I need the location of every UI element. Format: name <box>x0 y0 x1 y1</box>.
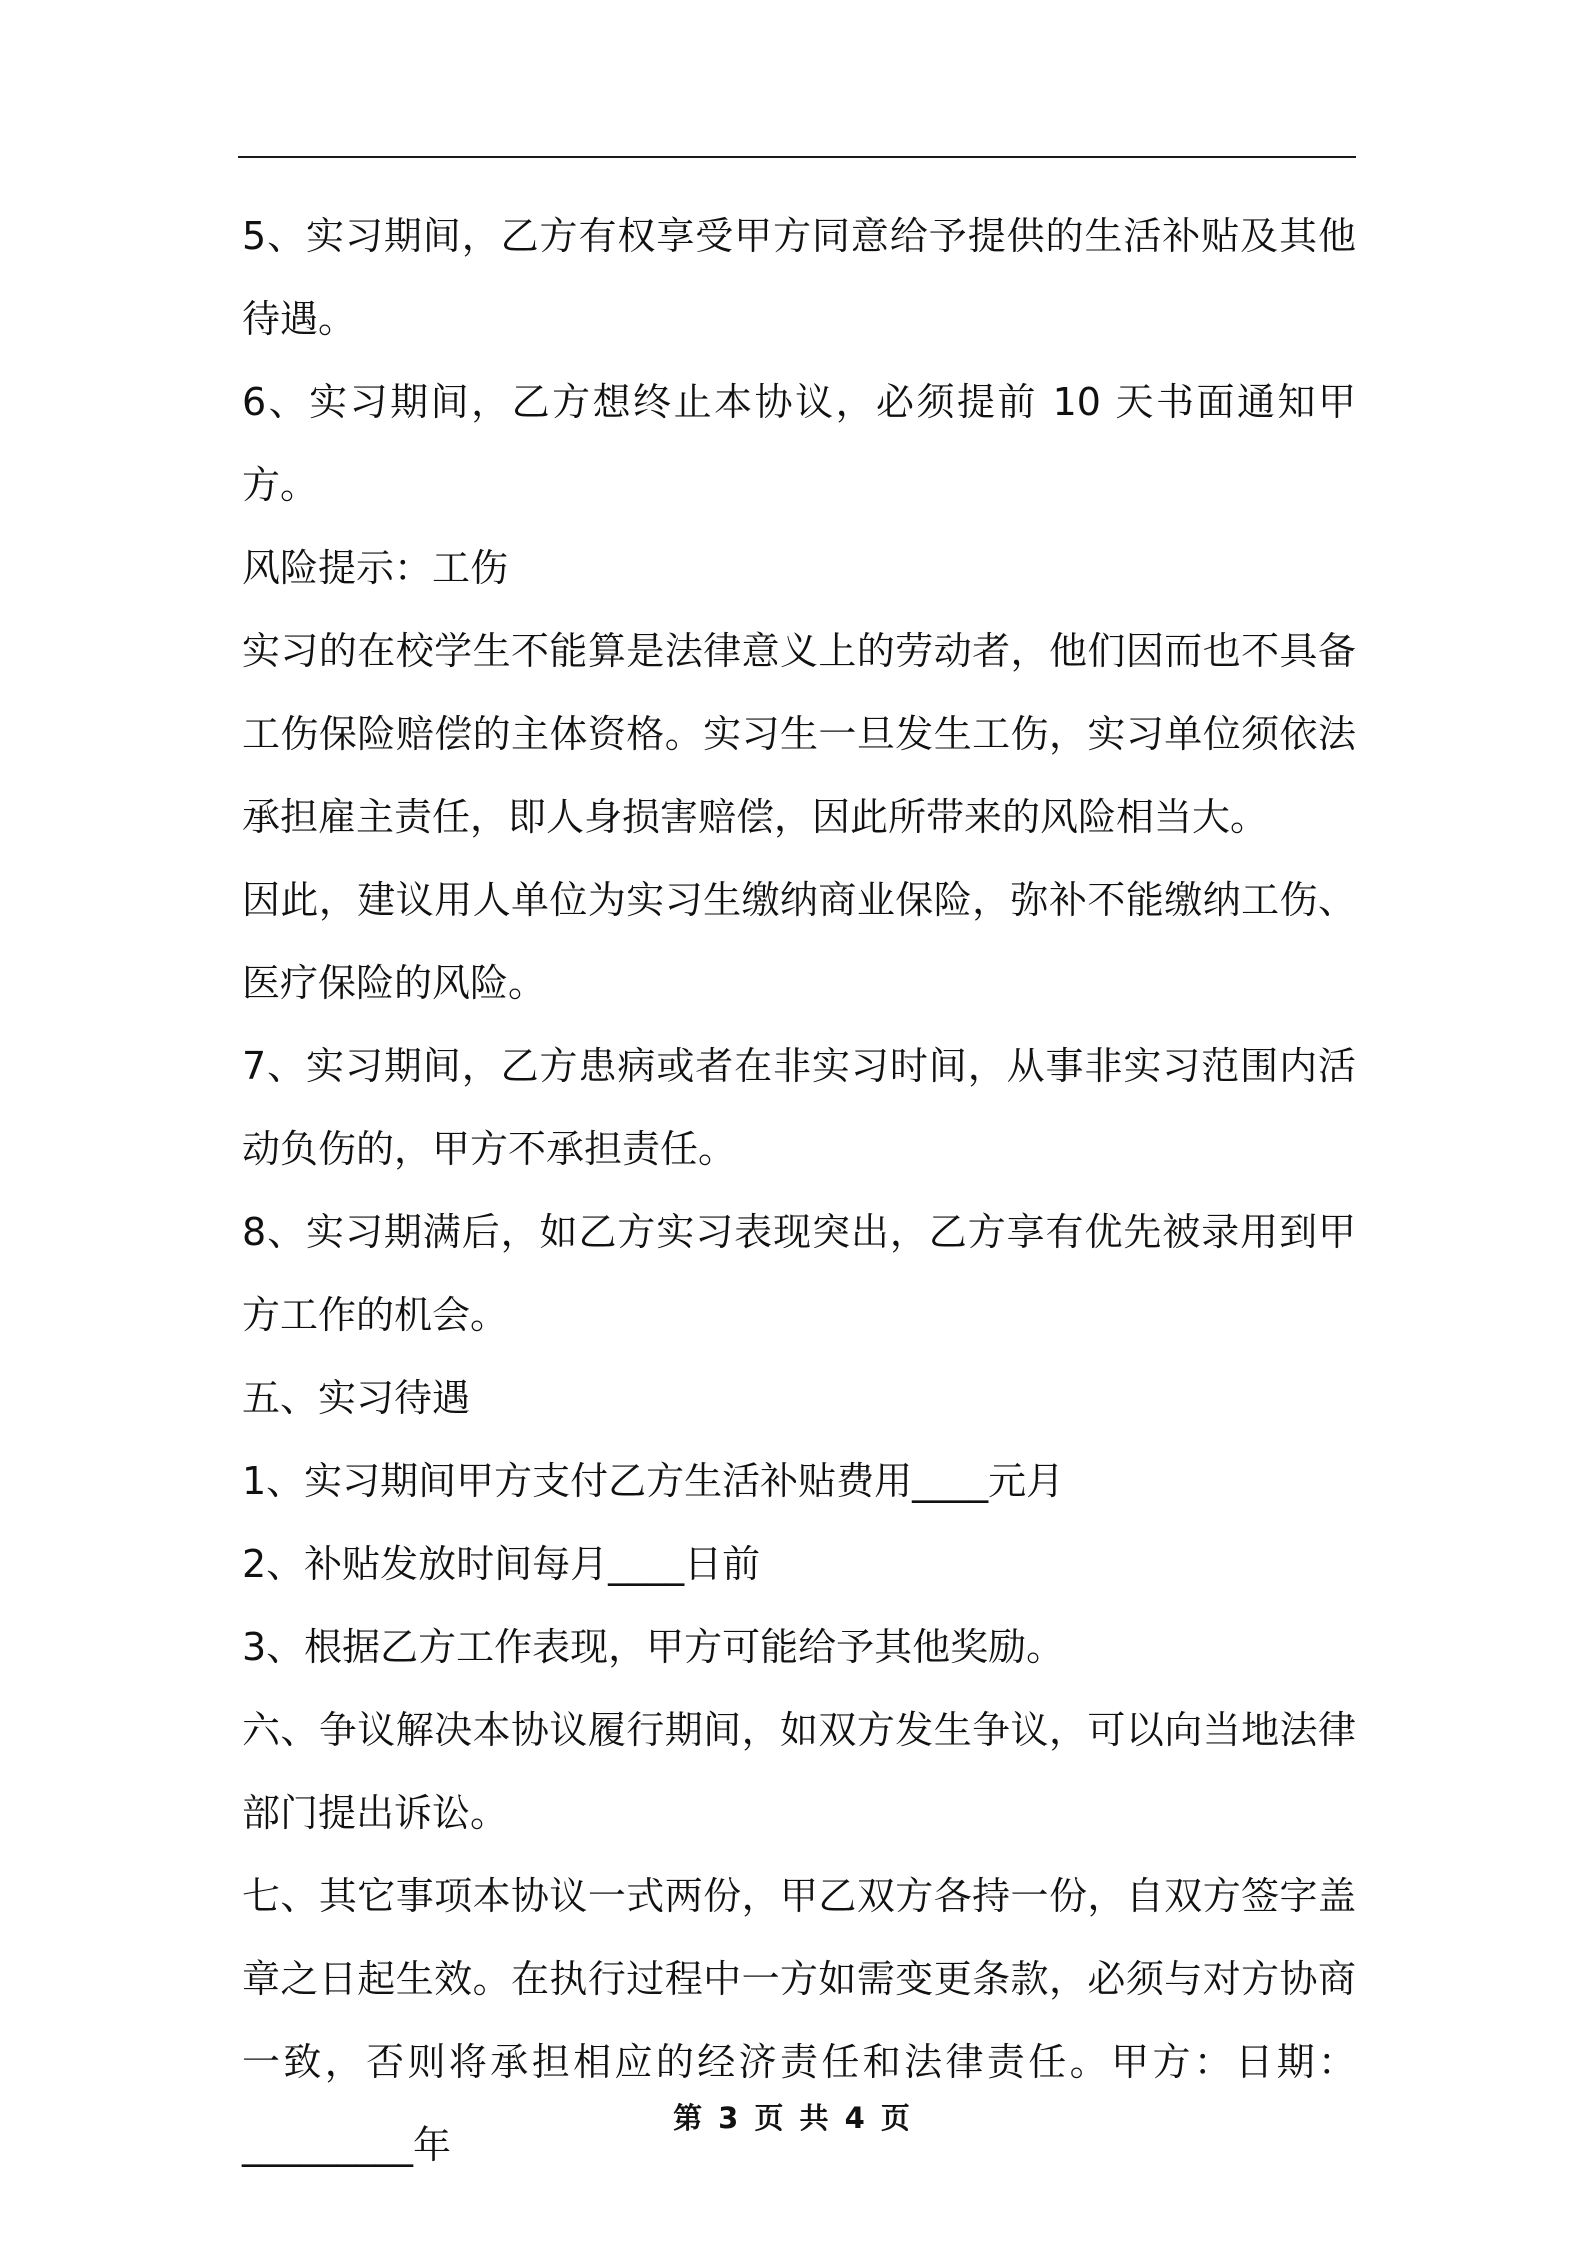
paragraph-clause-5: 5、实习期间，乙方有权享受甲方同意给予提供的生活补贴及其他待遇。 <box>242 214 1356 341</box>
paragraph-clause-8: 8、实习期满后，如乙方实习表现突出，乙方享有优先被录用到甲方工作的机会。 <box>242 1210 1356 1337</box>
paragraph-risk-explanation: 实习的在校学生不能算是法律意义上的劳动者，他们因而也不具备工伤保险赔偿的主体资格。实习生一旦发生工伤，实习单位须依法承担雇主责任，即人身损害赔偿，因此所带来的风险相当大。 <box>242 629 1356 839</box>
document-body <box>242 195 1356 2187</box>
paragraph-allowance-2: 2、补贴发放时间每月____日前 <box>242 1542 761 1586</box>
header-divider <box>238 156 1356 158</box>
paragraph-section-7: 七、其它事项本协议一式两份，甲乙双方各持一份，自双方签字盖章之日起生效。在执行过程中一方如需变更条款，必须与对方协商一致，否则将承担相应的经济责任和法律责任。甲方：日期：_________年 <box>242 1874 1356 2167</box>
paragraph-allowance-1: 1、实习期间甲方支付乙方生活补贴费用____元月 <box>242 1459 1065 1503</box>
risk-notice-heading: 风险提示：工伤 <box>242 546 509 590</box>
section-heading-5: 五、实习待遇 <box>242 1376 471 1420</box>
paragraph-section-6: 六、争议解决本协议履行期间，如双方发生争议，可以向当地法律部门提出诉讼。 <box>242 1708 1356 1835</box>
paragraph-allowance-3: 3、根据乙方工作表现，甲方可能给予其他奖励。 <box>242 1625 1065 1669</box>
paragraph-risk-suggestion: 因此，建议用人单位为实习生缴纳商业保险，弥补不能缴纳工伤、医疗保险的风险。 <box>242 878 1356 1005</box>
paragraph-clause-7: 7、实习期间，乙方患病或者在非实习时间，从事非实习范围内活动负伤的，甲方不承担责任。 <box>242 1044 1356 1171</box>
page-number-footer: 第 3 页 共 4 页 <box>673 2101 913 2135</box>
paragraph-clause-6: 6、实习期间，乙方想终止本协议，必须提前 10 天书面通知甲方。 <box>242 380 1356 507</box>
